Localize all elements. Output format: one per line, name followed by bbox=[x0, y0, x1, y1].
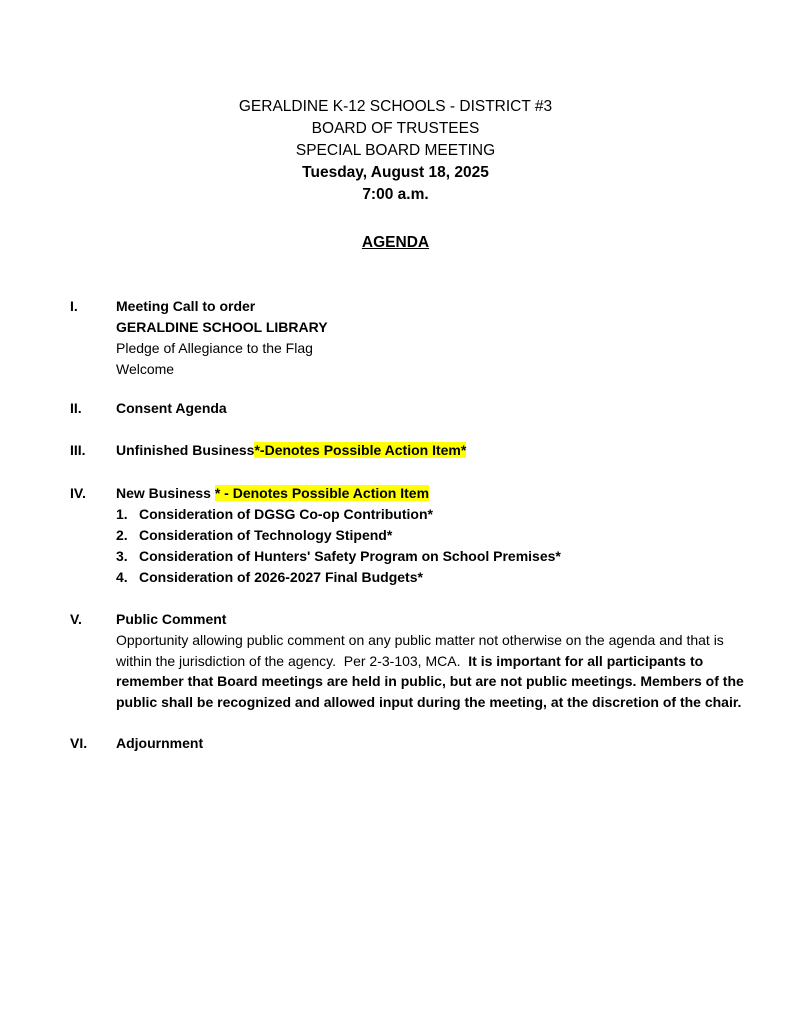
section-public-comment bbox=[70, 609, 760, 712]
list-item-number: 2. bbox=[116, 527, 128, 543]
section-call-to-order bbox=[70, 296, 760, 380]
list-item-number: 3. bbox=[116, 548, 128, 564]
section-number: III. bbox=[70, 442, 86, 458]
section-number: II. bbox=[70, 400, 82, 416]
section-number: V. bbox=[70, 611, 82, 627]
list-item-text: Consideration of Hunters' Safety Program on School Premises* bbox=[139, 548, 561, 564]
section-new-business bbox=[70, 483, 760, 588]
header-district: GERALDINE K-12 SCHOOLS - DISTRICT #3 bbox=[238, 98, 553, 115]
public-comment-plain: Opportunity allowing public comment on any public matter not otherwise on the agenda and that is within the jurisdiction of the agency. Per 2-3-103, MCA. bbox=[116, 632, 728, 669]
list-item bbox=[116, 525, 760, 546]
list-item-number: 1. bbox=[116, 506, 128, 522]
public-comment-bold: It is important for all participants to remember that Board meetings are held in public, but are not public meetings. Members of the public shall be recognized and allowed input during the meeting, at the discretion of the chair. bbox=[116, 652, 744, 710]
header-date: Tuesday, August 18, 2025 bbox=[302, 164, 489, 181]
new-business-list bbox=[116, 504, 760, 588]
action-item-highlight: * - Denotes Possible Action Item bbox=[214, 485, 430, 501]
list-item-text: Consideration of Technology Stipend* bbox=[139, 527, 393, 543]
list-item bbox=[116, 504, 760, 525]
welcome-line: Welcome bbox=[116, 361, 175, 377]
section-title: Unfinished Business bbox=[116, 442, 255, 458]
section-consent-agenda bbox=[70, 398, 760, 419]
action-item-highlight: *-Denotes Possible Action Item* bbox=[254, 442, 467, 458]
section-adjournment bbox=[70, 733, 760, 754]
section-number: VI. bbox=[70, 735, 88, 751]
section-title: Consent Agenda bbox=[116, 400, 227, 416]
agenda-title: AGENDA bbox=[361, 234, 430, 251]
list-item-text: Consideration of DGSG Co-op Contribution* bbox=[139, 506, 433, 522]
section-number: I. bbox=[70, 298, 78, 314]
header-meeting-type: SPECIAL BOARD MEETING bbox=[295, 142, 496, 159]
section-title: Adjournment bbox=[116, 735, 204, 751]
list-item-text: Consideration of 2026-2027 Final Budgets* bbox=[139, 569, 423, 585]
section-title: New Business bbox=[116, 485, 215, 501]
section-number: IV. bbox=[70, 485, 86, 501]
section-title: Meeting Call to order bbox=[116, 298, 256, 314]
document-header bbox=[0, 96, 791, 206]
list-item-number: 4. bbox=[116, 569, 128, 585]
header-board: BOARD OF TRUSTEES bbox=[311, 120, 480, 137]
header-time: 7:00 a.m. bbox=[362, 186, 429, 203]
meeting-location: GERALDINE SCHOOL LIBRARY bbox=[116, 319, 328, 335]
list-item bbox=[116, 546, 760, 567]
public-comment-text bbox=[116, 630, 760, 712]
list-item bbox=[116, 567, 760, 588]
section-unfinished-business bbox=[70, 440, 760, 461]
section-title: Public Comment bbox=[116, 611, 227, 627]
pledge-line: Pledge of Allegiance to the Flag bbox=[116, 340, 313, 356]
